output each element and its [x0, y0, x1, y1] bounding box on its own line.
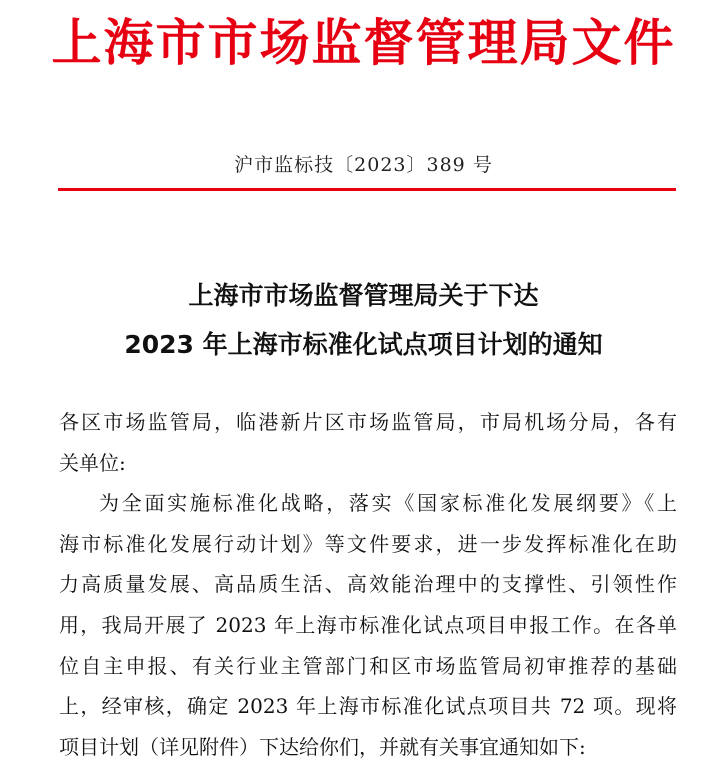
addressee-line: 关单位: [59, 450, 126, 475]
red-divider-line [58, 188, 676, 191]
addressee-line: 各区市场监管局，临港新片区市场监管局，市局机场分局，各有 [59, 410, 677, 434]
paragraph-line: 力高质量发展、高品质生活、高效能治理中的支撑性、引领性作 [59, 572, 677, 597]
paragraph-line: 海市标准化发展行动计划》等文件要求，进一步发挥标准化在助 [59, 531, 677, 556]
document-number: 沪市监标技〔2023〕389 号 [234, 154, 493, 176]
paragraph-line: 上，经审核，确定 2023 年上海市标准化试点项目共 72 项。现将 [59, 694, 677, 719]
notice-title-line-2: 2023 年上海市标准化试点项目计划的通知 [124, 330, 603, 359]
paragraph-line: 为全面实施标准化战略，落实《国家标准化发展纲要》《上 [99, 491, 677, 516]
paragraph-line: 项目计划（详见附件）下达给你们，并就有关事宜通知如下: [59, 734, 586, 759]
paragraph-line: 用，我局开展了 2023 年上海市标准化试点项目申报工作。在各单 [59, 612, 677, 637]
document-body [59, 402, 677, 767]
paragraph-line: 位自主申报、有关行业主管部门和区市场监管局初审推荐的基础 [59, 653, 677, 678]
notice-title-line-1: 上海市市场监督管理局关于下达 [188, 281, 539, 310]
issuing-authority-title: 上海市市场监督管理局文件 [51, 13, 676, 72]
